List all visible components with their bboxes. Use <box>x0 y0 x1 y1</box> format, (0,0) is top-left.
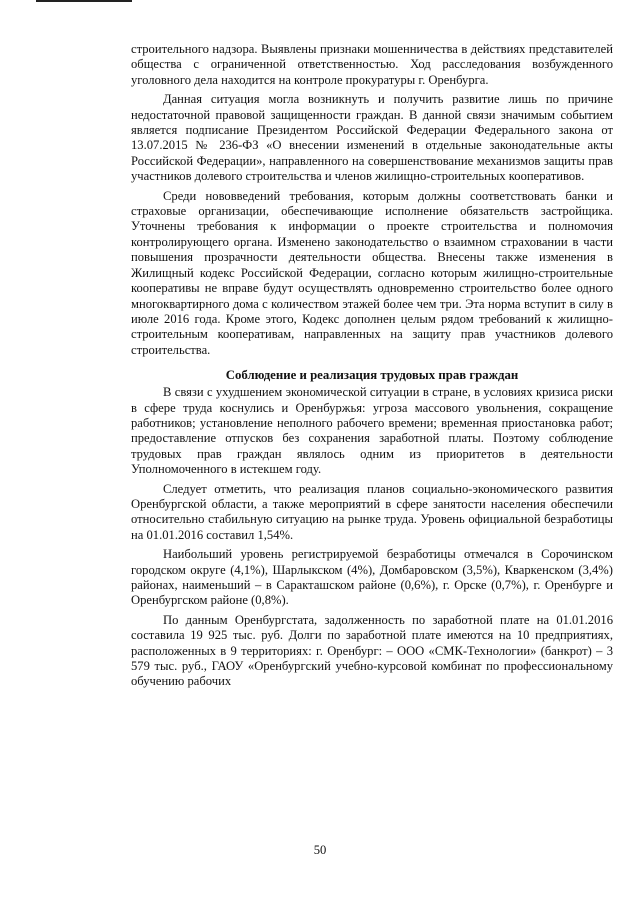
page-number: 50 <box>313 843 327 857</box>
scan-edge-mark <box>36 0 132 2</box>
section-heading: Соблюдение и реализация трудовых прав граждан <box>225 368 519 383</box>
paragraph-unemployment-levels: Наибольший уровень регистрируемой безработицы отмечался в Сорочинском городском округе (4,1%), Шарлыкском (4%), Домбаровском (3,5%), Кваркенском (3,4%) районах, наименьший – в Саракташском районе (0,6%), г. Орске (0,7%), г. Оренбурге и Оренбургском районе (0,8%). <box>131 547 613 608</box>
paragraph-legal-protection: Данная ситуация могла возникнуть и получить развитие лишь по причине недостаточной правовой защищенности граждан. В данной связи значимым событием является подписание Президентом Российской Федерации Федерального закона от 13.07.2015 № 236-ФЗ «О внесении изменений в отдельные законодательные акты Российской Федерации», направленного на совершенствование механизмов защиты прав участников долевого строительства и членов жилищно-строительных кооперативов. <box>131 92 613 184</box>
paragraph-employment-stability: Следует отметить, что реализация планов социально-экономического развития Оренбургской области, а также мероприятий в сфере занятости населения обеспечили относительно стабильную ситуацию на рынке труда. Уровень официальной безработицы на 01.01.2016 составил 1,54%. <box>131 481 613 542</box>
document-page <box>131 42 613 694</box>
paragraph-innovations: Среди нововведений требования, которым должны соответствовать банки и страховые организации, обеспечивающие исполнение обязательств застройщика. Уточнены требования к информации о проекте строительства и полномочия контролирующего органа. Изменено законодательство о взаимном страховании в части повышения прозрачности деятельности общества. Внесены также изменения в Жилищный кодекс Российской Федерации, согласно которым жилищно-строительные кооперативы не вправе будут осуществлять одновременно строительство более одного многоквартирного дома с количеством этажей более чем три. Эта норма вступит в силу в июле 2016 года. Кроме этого, Кодекс дополнен целым рядом требований к жилищно-строительным кооперативам, направленных на защиту прав участников долевого строительства. <box>131 188 613 357</box>
paragraph-continuation: строительного надзора. Выявлены признаки мошенничества в действиях представителей общества с ограниченной ответственностью. Ход расследования возбужденного уголовного дела находится на контроле прокуратуры г. Оренбурга. <box>131 42 613 87</box>
paragraph-wage-arrears: По данным Оренбургстата, задолженность по заработной плате на 01.01.2016 составила 19 925 тыс. руб. Долги по заработной плате имеются на 10 предприятиях, расположенных в 9 территориях: г. Оренбург: – ООО «СМК-Технологии» (банкрот) – 3 579 тыс. руб., ГАОУ «Оренбургский учебно-курсовой комбинат по профессиональному обучению рабочих <box>131 612 613 689</box>
paragraph-labor-risks: В связи с ухудшением экономической ситуации в стране, в условиях кризиса риски в сфере труда коснулись и Оренбуржья: угроза массового увольнения, сокращение работников; установление неполного рабочего времени; временная приостановка работ; предоставление отпусков без сохранения заработной платы. Поэтому соблюдение трудовых прав граждан являлось одним из приоритетов в деятельности Уполномоченного в истекшем году. <box>131 385 613 477</box>
